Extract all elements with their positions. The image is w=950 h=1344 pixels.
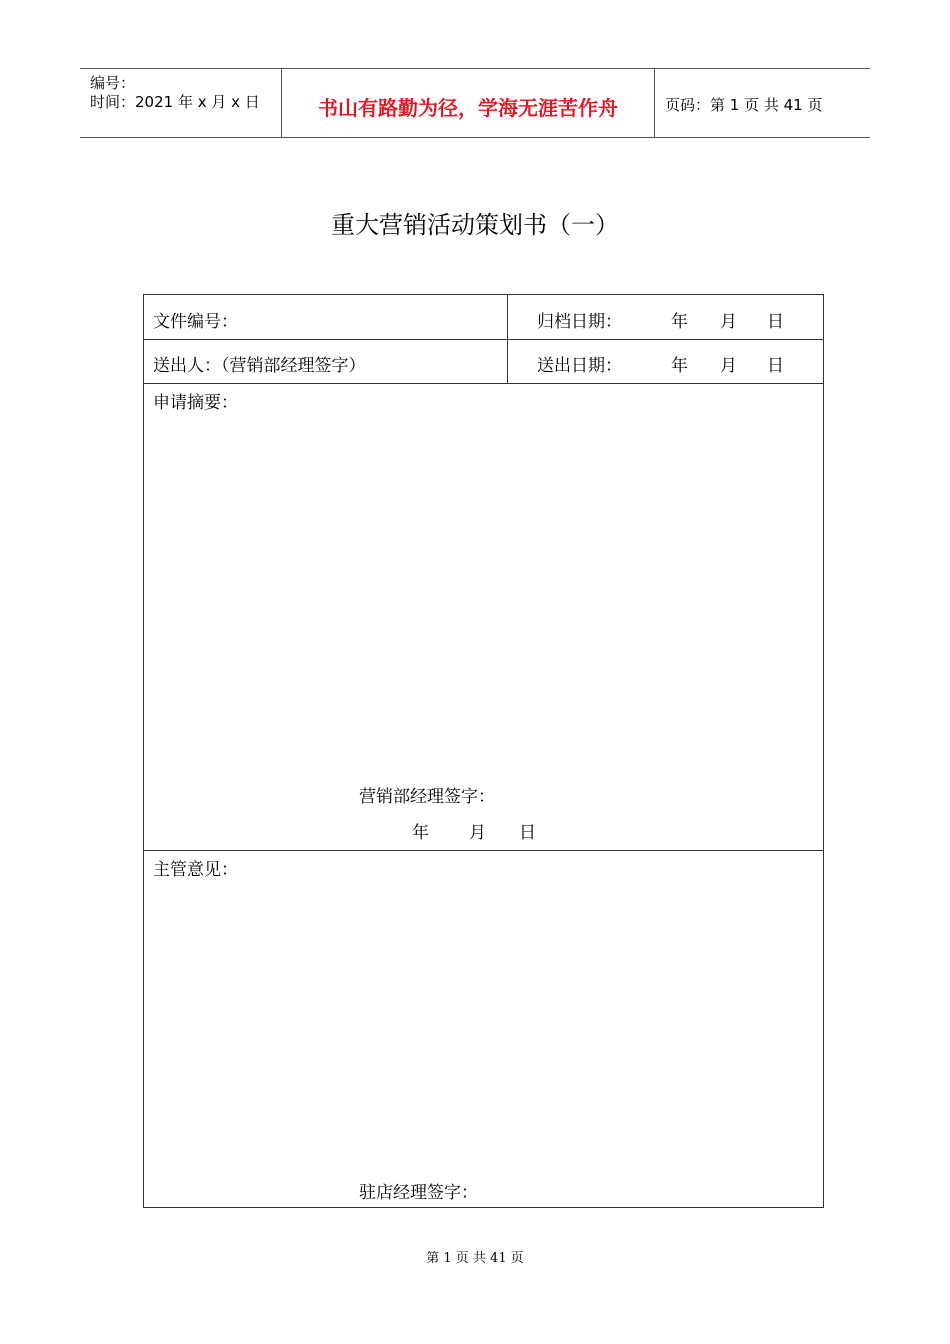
archive-date-day: 日 <box>767 312 784 332</box>
motto-text: 书山有路勤为径，学海无涯苦作舟 <box>318 96 618 120</box>
time-label: 时间：2021 年 x 月 x 日 <box>90 93 260 111</box>
page-footer <box>0 1247 950 1266</box>
file-number-label: 文件编号： <box>153 312 238 332</box>
header-motto-cell <box>282 69 655 137</box>
header-page-cell <box>655 69 870 137</box>
document-title: 重大营销活动策划书（一） <box>331 211 619 239</box>
sender-label: 送出人：（营销部经理签字） <box>153 356 366 376</box>
page-number-label: 页码：第 1 页 共 41 页 <box>665 96 823 114</box>
planning-form-table <box>143 294 824 1208</box>
header-meta-cell <box>80 69 282 137</box>
row-divider <box>144 383 823 384</box>
summary-sign-month: 月 <box>469 823 486 843</box>
archive-date-label: 归档日期： <box>537 312 622 332</box>
row-divider <box>144 850 823 851</box>
summary-sign-day: 日 <box>519 823 536 843</box>
marketing-manager-signature-label: 营销部经理签字： <box>359 787 495 807</box>
application-summary-label: 申请摘要： <box>153 393 238 413</box>
store-manager-signature-label: 驻店经理签字： <box>359 1183 478 1203</box>
footer-page-count: 第 1 页 共 41 页 <box>426 1251 524 1266</box>
send-date-label: 送出日期： <box>537 356 622 376</box>
serial-number-label: 编号： <box>90 74 136 92</box>
column-divider <box>507 295 508 383</box>
page-header <box>80 68 870 138</box>
send-date-year: 年 <box>671 356 688 376</box>
archive-date-month: 月 <box>720 312 737 332</box>
summary-sign-year: 年 <box>412 823 429 843</box>
send-date-day: 日 <box>767 356 784 376</box>
supervisor-opinion-label: 主管意见： <box>153 860 238 880</box>
row-divider <box>144 339 823 340</box>
send-date-month: 月 <box>720 356 737 376</box>
archive-date-year: 年 <box>671 312 688 332</box>
